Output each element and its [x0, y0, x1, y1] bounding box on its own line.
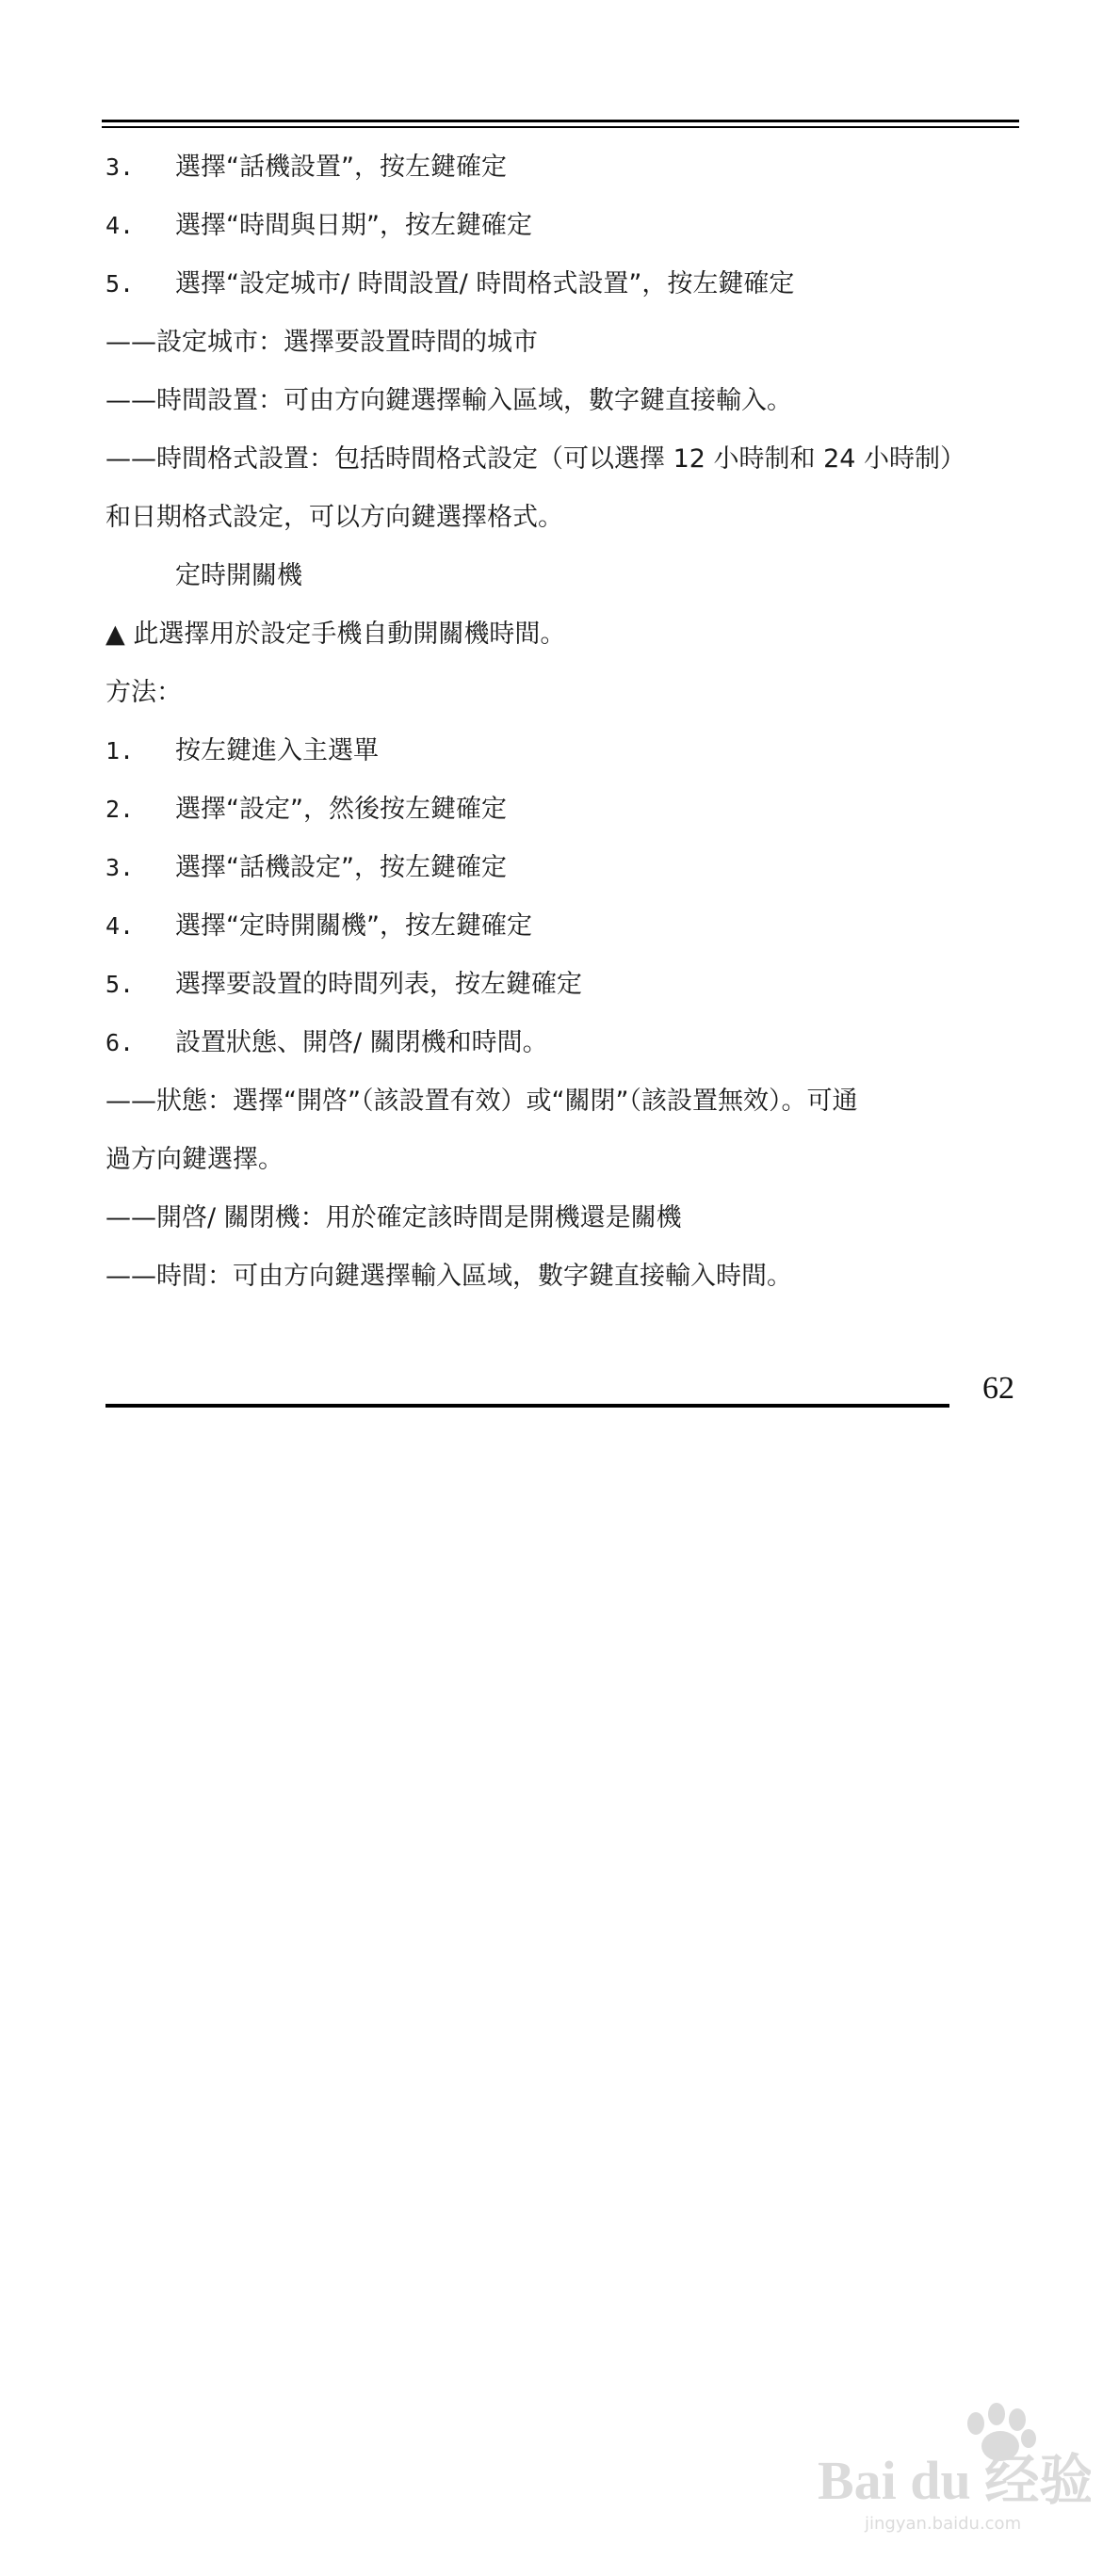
- step-number: 6.: [105, 1029, 135, 1056]
- note-line: ——時間格式設置：包括時間格式設定（可以選擇 12 小時制和 24 小時制）: [105, 444, 966, 474]
- step-number: 5.: [105, 971, 135, 998]
- step-line: [105, 197, 1029, 255]
- baidu-jingyan-watermark: [808, 2397, 1091, 2538]
- step-number: 5.: [105, 270, 135, 298]
- step-text: 選擇要設置的時間列表，按左鍵確定: [175, 970, 582, 999]
- note-line: 和日期格式設定，可以方向鍵選擇格式。: [105, 503, 563, 532]
- step-text: 選擇“設定城市/ 時間設置/ 時間格式設置”，按左鍵確定: [175, 269, 795, 298]
- step-text: 按左鍵進入主選單: [175, 736, 379, 765]
- step-line: [105, 138, 1029, 197]
- watermark-url-text: jingyan.baidu.com: [865, 2514, 1022, 2534]
- step-number: 4.: [105, 212, 135, 239]
- top-rule-thin: [102, 126, 1019, 128]
- step-line: [105, 956, 1029, 1014]
- step-text: 選擇“定時開關機”，按左鍵確定: [175, 911, 532, 941]
- step-line: [105, 1014, 1029, 1072]
- step-line: [105, 722, 1029, 781]
- top-rule-thick: [102, 120, 1019, 122]
- step-number: 4.: [105, 912, 135, 940]
- note-line: 過方向鍵選擇。: [105, 1145, 284, 1174]
- step-number: 1.: [105, 737, 135, 765]
- step-number: 3.: [105, 854, 135, 881]
- step-line: [105, 839, 1029, 897]
- step-line: [105, 255, 1029, 314]
- note-line: ——設定城市：選擇要設置時間的城市: [105, 328, 538, 357]
- step-text: 設置狀態、開啓/ 關閉機和時間。: [175, 1028, 548, 1057]
- step-line: [105, 781, 1029, 839]
- note-line: ——時間：可由方向鍵選擇輸入區域，數字鍵直接輸入時間。: [105, 1262, 792, 1291]
- note-line: ——開啓/ 關閉機：用於確定該時間是開機還是關機: [105, 1203, 682, 1232]
- manual-page-content: [105, 138, 1029, 1306]
- step-text: 選擇“設定”，然後按左鍵確定: [175, 795, 507, 824]
- bottom-rule: [105, 1404, 949, 1408]
- step-text: 選擇“話機設置”，按左鍵確定: [175, 153, 507, 182]
- section-description: ▲ 此選擇用於設定手機自動開關機時間。: [105, 620, 566, 649]
- step-number: 2.: [105, 796, 135, 823]
- baidu-watermark-logo: [808, 2397, 1091, 2538]
- note-line: ——狀態：選擇“開啓”（該設置有效）或“關閉”（該設置無效）。可通: [105, 1087, 858, 1116]
- step-line: [105, 897, 1029, 956]
- page-number: 62: [982, 1371, 1014, 1406]
- note-line: ——時間設置：可由方向鍵選擇輸入區域，數字鍵直接輸入。: [105, 386, 792, 415]
- step-text: 選擇“時間與日期”，按左鍵確定: [175, 211, 532, 240]
- step-number: 3.: [105, 153, 135, 181]
- method-label: 方法：: [105, 678, 182, 707]
- section-heading: 定時開關機: [175, 561, 302, 590]
- watermark-brand-text: Bai du 经验: [818, 2450, 1091, 2511]
- step-text: 選擇“話機設定”，按左鍵確定: [175, 853, 507, 882]
